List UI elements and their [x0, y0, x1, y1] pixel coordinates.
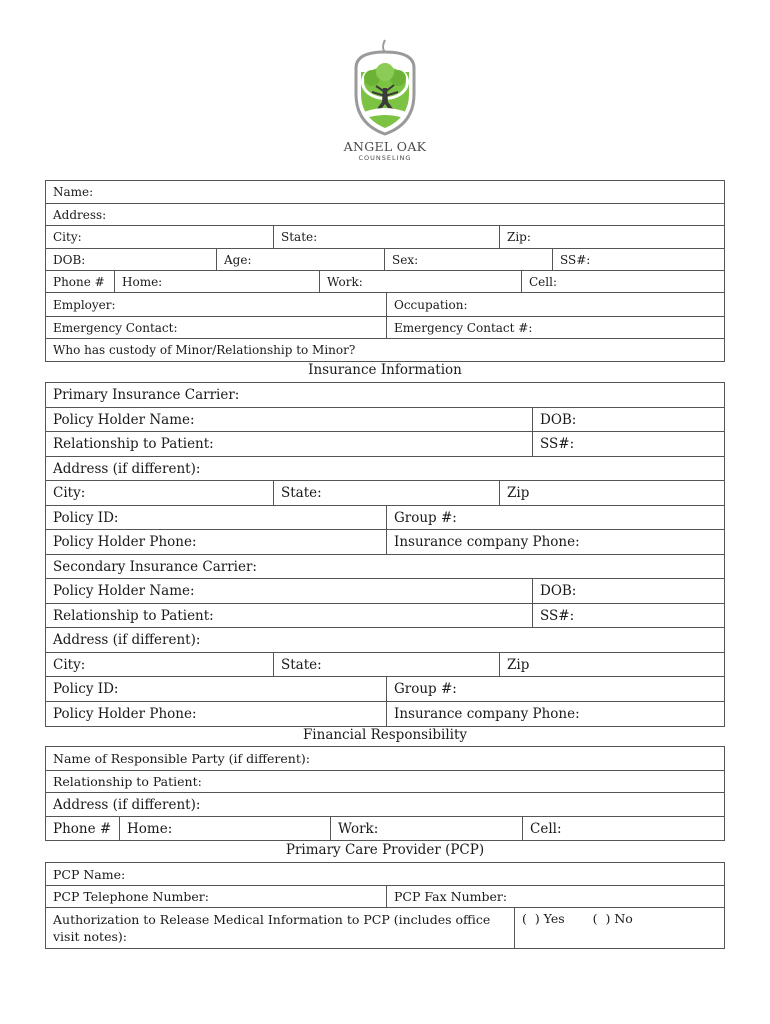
secondary-relationship-field[interactable]: Relationship to Patient: — [53, 607, 214, 624]
brand-subtitle: COUNSELING — [358, 154, 412, 162]
ss-field[interactable]: SS#: — [552, 249, 724, 270]
pcp-table — [45, 862, 725, 949]
primary-relationship-field[interactable]: Relationship to Patient: — [53, 436, 214, 452]
primary-state-field[interactable]: State: — [273, 481, 499, 505]
primary-holder-dob-field[interactable]: DOB: — [532, 408, 724, 431]
dob-field[interactable]: DOB: — [53, 252, 86, 267]
primary-holder-name-field[interactable]: Policy Holder Name: — [53, 411, 195, 428]
secondary-state-field[interactable]: State: — [273, 653, 499, 676]
cell-phone-field[interactable]: Cell: — [521, 271, 724, 292]
financial-phone-label: Phone # — [53, 820, 112, 837]
financial-table — [45, 746, 725, 841]
primary-company-phone-field[interactable]: Insurance company Phone: — [386, 530, 724, 554]
pcp-fax-field[interactable]: PCP Fax Number: — [386, 886, 724, 907]
primary-address-field[interactable]: Address (if different): — [53, 460, 201, 477]
secondary-zip-field[interactable]: Zip — [499, 653, 724, 676]
primary-city-field[interactable]: City: — [53, 485, 86, 501]
secondary-policy-id-field[interactable]: Policy ID: — [53, 681, 119, 697]
financial-home-field[interactable]: Home: — [119, 817, 330, 840]
age-field[interactable]: Age: — [216, 249, 384, 270]
secondary-holder-name-field[interactable]: Policy Holder Name: — [53, 583, 195, 599]
oak-tree-icon — [342, 38, 428, 136]
sex-field[interactable]: Sex: — [384, 249, 552, 270]
emergency-contact-number-field[interactable]: Emergency Contact #: — [386, 317, 724, 338]
primary-group-field[interactable]: Group #: — [386, 506, 724, 529]
employer-field[interactable]: Employer: — [53, 297, 116, 312]
emergency-contact-field[interactable]: Emergency Contact: — [53, 320, 178, 335]
financial-work-field[interactable]: Work: — [330, 817, 522, 840]
work-phone-field[interactable]: Work: — [319, 271, 521, 292]
pcp-name-field[interactable]: PCP Name: — [53, 866, 126, 882]
phone-label: Phone # — [53, 274, 105, 289]
secondary-carrier-field[interactable]: Secondary Insurance Carrier: — [53, 558, 257, 575]
secondary-address-field[interactable]: Address (if different): — [53, 632, 201, 648]
primary-zip-field[interactable]: Zip — [499, 481, 724, 505]
primary-policy-id-field[interactable]: Policy ID: — [53, 509, 119, 526]
zip-field[interactable]: Zip: — [499, 226, 724, 248]
primary-carrier-field[interactable]: Primary Insurance Carrier: — [53, 387, 240, 403]
secondary-company-phone-field[interactable]: Insurance company Phone: — [386, 702, 724, 726]
authorization-no-option[interactable]: ( ) No — [592, 911, 633, 926]
city-field[interactable]: City: — [53, 230, 82, 244]
responsible-party-field[interactable]: Name of Responsible Party (if different): — [53, 751, 310, 766]
address-field[interactable]: Address: — [53, 207, 107, 222]
pcp-authorization-text: Authorization to Release Medical Information to PCP (includes office visit notes): — [53, 912, 491, 944]
name-field[interactable]: Name: — [53, 185, 94, 199]
insurance-heading: Insurance Information — [308, 362, 462, 378]
secondary-ss-field[interactable]: SS#: — [532, 604, 724, 627]
authorization-yes-option[interactable]: ( ) Yes — [522, 911, 565, 926]
primary-ss-field[interactable]: SS#: — [532, 432, 724, 456]
financial-cell-field[interactable]: Cell: — [522, 817, 724, 840]
occupation-field[interactable]: Occupation: — [386, 293, 724, 316]
home-phone-field[interactable]: Home: — [114, 271, 319, 292]
secondary-city-field[interactable]: City: — [53, 656, 86, 673]
pcp-telephone-field[interactable]: PCP Telephone Number: — [53, 889, 209, 904]
patient-info-table — [45, 180, 725, 362]
brand-name: ANGEL OAK — [343, 139, 427, 154]
insurance-table — [45, 382, 725, 727]
secondary-holder-dob-field[interactable]: DOB: — [532, 579, 724, 603]
pcp-authorization-options — [514, 908, 724, 948]
financial-address-field[interactable]: Address (if different): — [53, 796, 201, 813]
financial-heading: Financial Responsibility — [302, 727, 468, 743]
angel-oak-logo — [335, 38, 435, 162]
custody-field[interactable]: Who has custody of Minor/Relationship to Minor? — [53, 343, 356, 357]
secondary-group-field[interactable]: Group #: — [386, 677, 724, 701]
secondary-holder-phone-field[interactable]: Policy Holder Phone: — [53, 706, 197, 722]
state-field[interactable]: State: — [273, 226, 499, 248]
primary-holder-phone-field[interactable]: Policy Holder Phone: — [53, 534, 197, 550]
financial-relationship-field[interactable]: Relationship to Patient: — [53, 774, 202, 789]
pcp-heading: Primary Care Provider (PCP) — [285, 842, 485, 858]
